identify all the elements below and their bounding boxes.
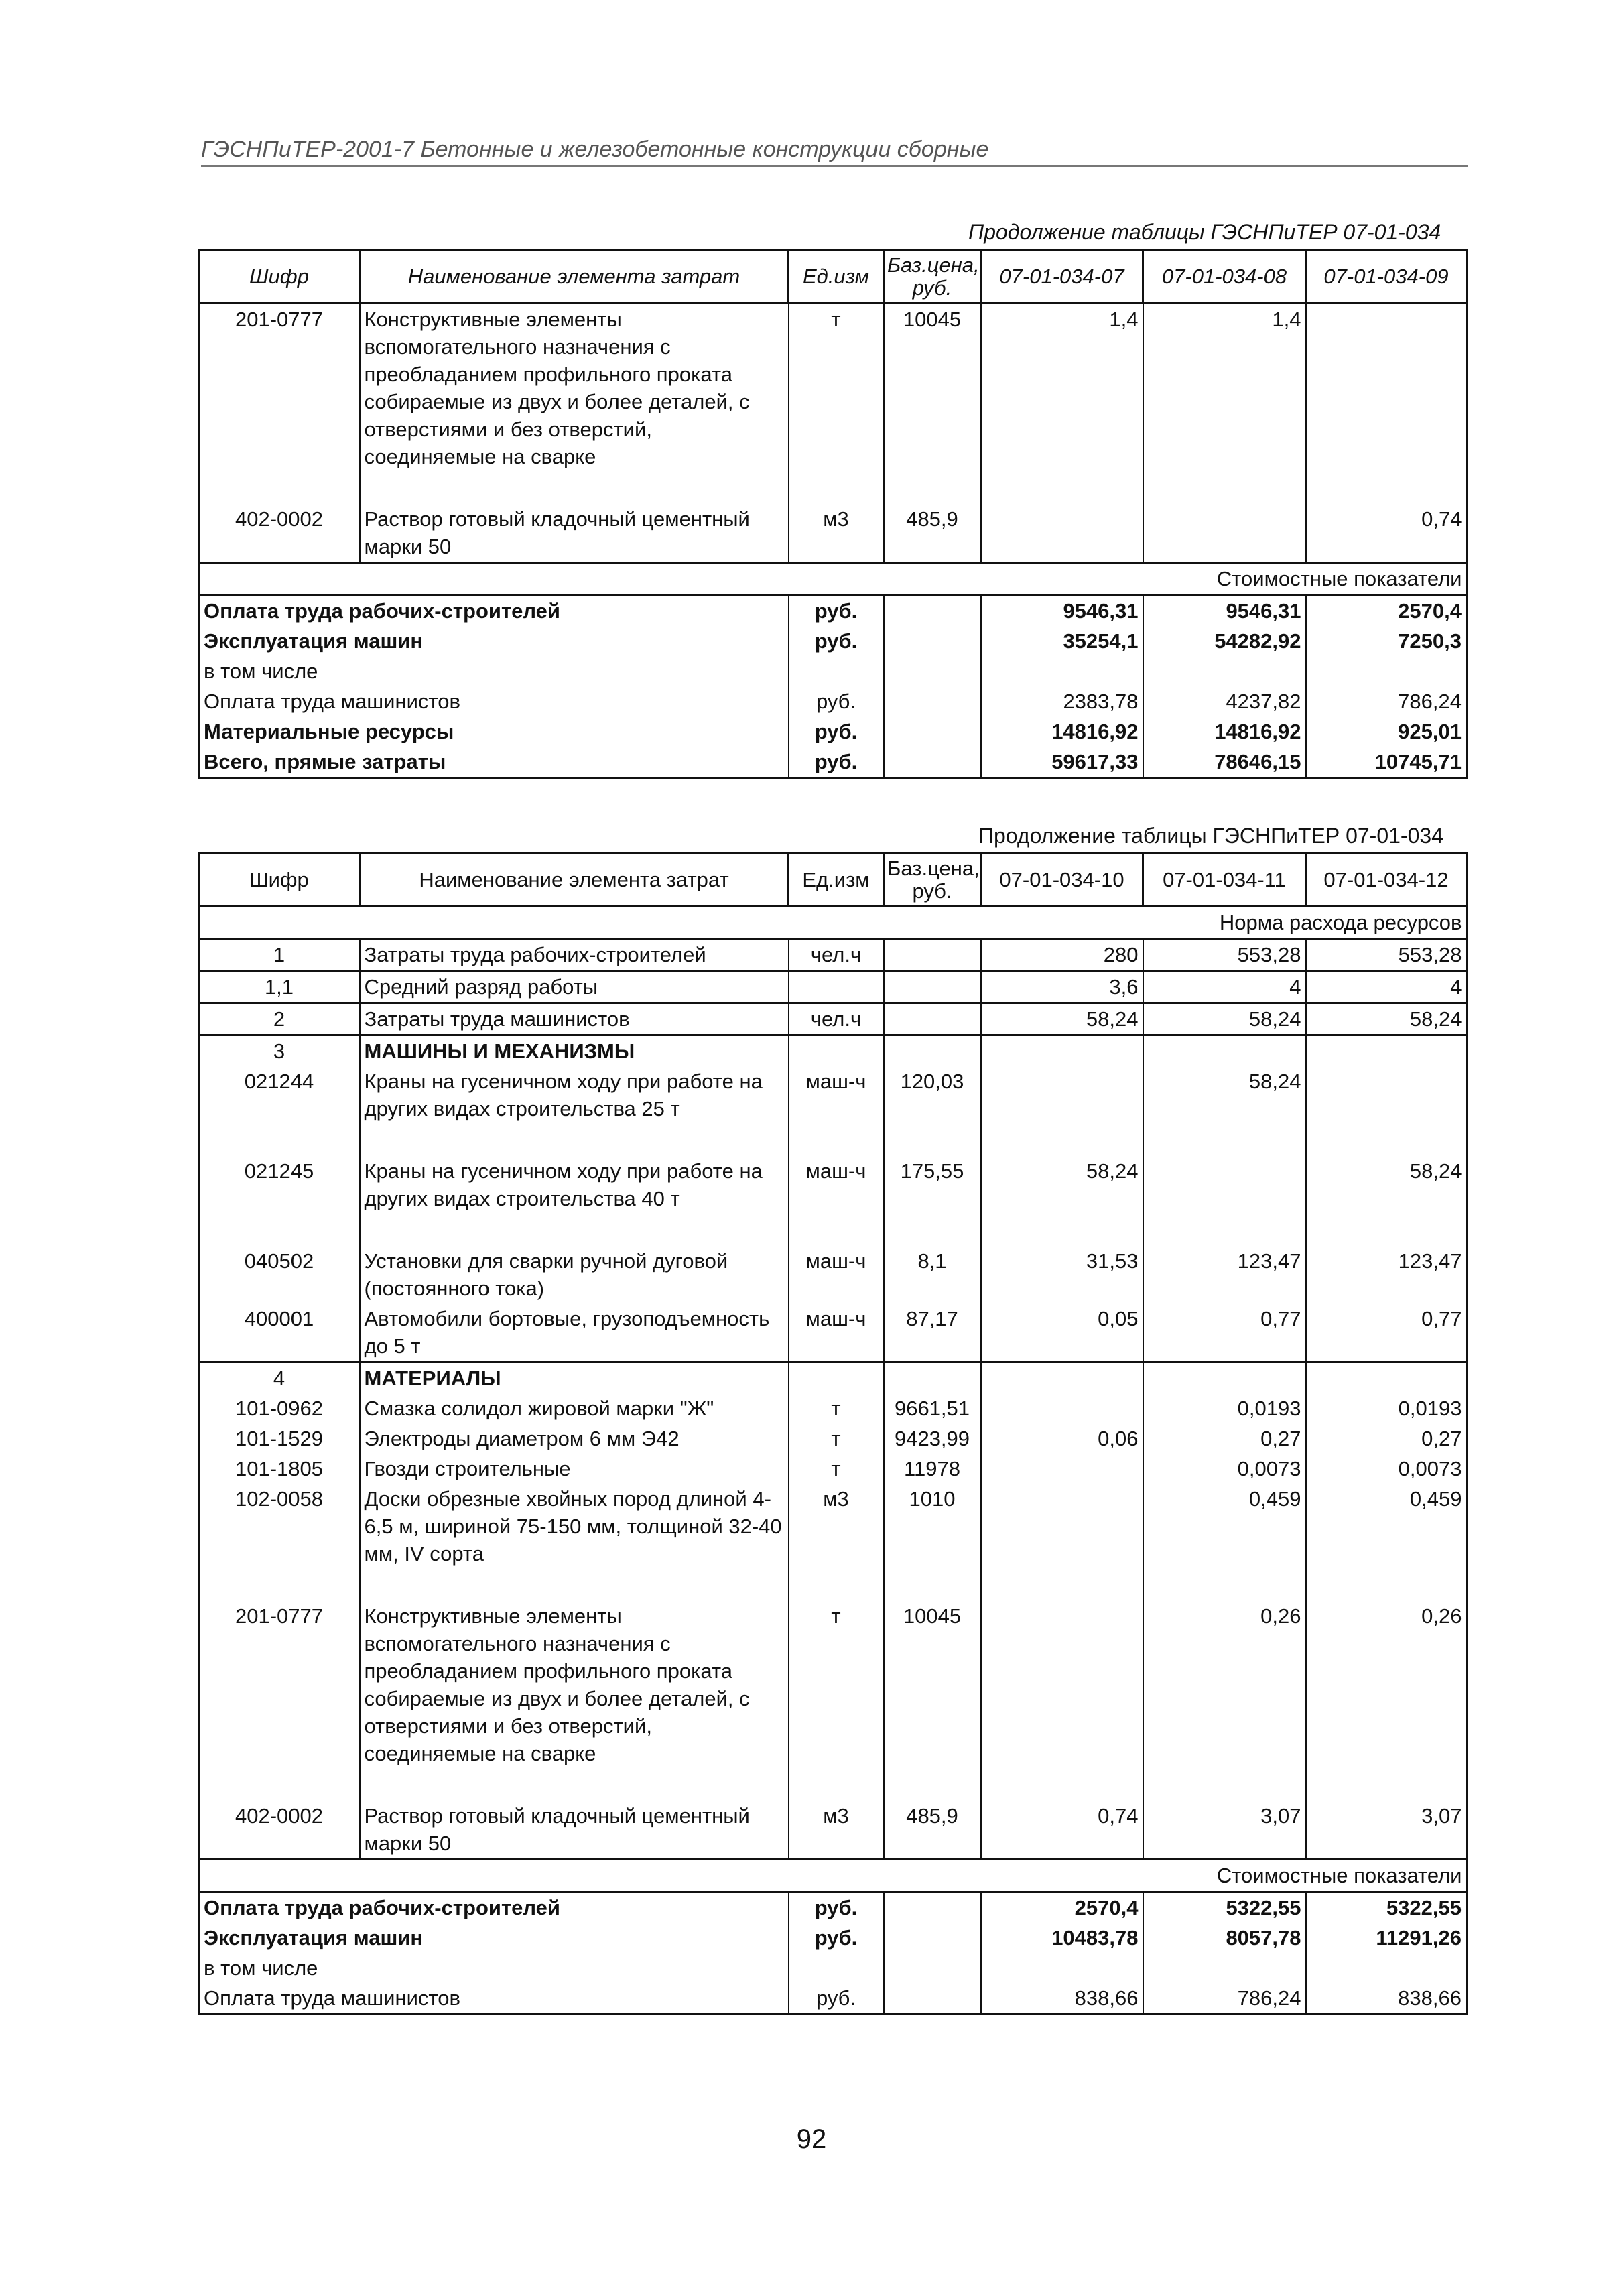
resource-value: 0,27 bbox=[1306, 1423, 1467, 1454]
summary-value: 59617,33 bbox=[981, 747, 1143, 778]
summary-value: 11291,26 bbox=[1306, 1923, 1467, 1953]
resource-row bbox=[199, 504, 1467, 563]
cost-summary-row bbox=[199, 1892, 1467, 1923]
resource-base-price: 120,03 bbox=[884, 1066, 981, 1124]
resource-name: Смазка солидол жировой марки "Ж" bbox=[360, 1393, 789, 1423]
summary-unit: руб. bbox=[789, 686, 884, 716]
summary-name: Эксплуатация машин bbox=[199, 1923, 789, 1953]
spacer-cell bbox=[360, 472, 789, 504]
cost-summary-row bbox=[199, 1923, 1467, 1953]
cost-summary-row bbox=[199, 747, 1467, 778]
spacer-cell bbox=[1143, 1569, 1306, 1601]
summary-name: Эксплуатация машин bbox=[199, 626, 789, 656]
summary-unit: руб. bbox=[789, 1892, 884, 1923]
resource-value: 280 bbox=[981, 939, 1143, 971]
resource-value: 0,26 bbox=[1306, 1601, 1467, 1769]
resource-unit: м3 bbox=[789, 1801, 884, 1860]
resource-base-price bbox=[884, 939, 981, 971]
resource-table-2 bbox=[198, 852, 1468, 2015]
spacer-cell bbox=[981, 1124, 1143, 1156]
summary-value: 7250,3 bbox=[1306, 626, 1467, 656]
resource-value bbox=[1143, 504, 1306, 563]
summary-empty-cell bbox=[884, 626, 981, 656]
section-code: 4 bbox=[199, 1362, 360, 1394]
resource-value: 4 bbox=[1143, 971, 1306, 1003]
col-header-07-01-034-10: 07-01-034-10 bbox=[981, 854, 1143, 907]
spacer-cell bbox=[884, 1124, 981, 1156]
summary-value bbox=[1143, 656, 1306, 686]
resource-value: 0,0073 bbox=[1143, 1454, 1306, 1484]
summary-value bbox=[1143, 1953, 1306, 1983]
summary-value: 838,66 bbox=[981, 1983, 1143, 2015]
resource-unit: т bbox=[789, 1423, 884, 1454]
summary-empty-cell bbox=[884, 716, 981, 747]
resource-value: 0,0073 bbox=[1306, 1454, 1467, 1484]
resource-base-price: 87,17 bbox=[884, 1303, 981, 1362]
resource-unit bbox=[789, 971, 884, 1003]
summary-empty-cell bbox=[884, 686, 981, 716]
resource-unit: м3 bbox=[789, 504, 884, 563]
resource-row bbox=[199, 1246, 1467, 1303]
spacer-cell bbox=[199, 1214, 360, 1246]
summary-empty-cell bbox=[884, 595, 981, 627]
resource-value: 0,0193 bbox=[1306, 1393, 1467, 1423]
resource-base-price: 1010 bbox=[884, 1484, 981, 1569]
resource-base-price: 9661,51 bbox=[884, 1393, 981, 1423]
spacer-cell bbox=[981, 1569, 1143, 1601]
resource-base-price: 10045 bbox=[884, 1601, 981, 1769]
page-number: 92 bbox=[796, 2124, 827, 2154]
col-header-price: Баз.цена, руб. bbox=[884, 854, 981, 907]
summary-value: 4237,82 bbox=[1143, 686, 1306, 716]
resource-value: 0,26 bbox=[1143, 1601, 1306, 1769]
resource-value: 0,74 bbox=[1306, 504, 1467, 563]
summary-value: 35254,1 bbox=[981, 626, 1143, 656]
summary-unit: руб. bbox=[789, 716, 884, 747]
col-header-07-01-034-07: 07-01-034-07 bbox=[981, 251, 1143, 304]
resource-unit: т bbox=[789, 1601, 884, 1769]
resource-value: 123,47 bbox=[1306, 1246, 1467, 1303]
summary-value: 2570,4 bbox=[981, 1892, 1143, 1923]
table2-continuation-caption: Продолжение таблицы ГЭСНПиТЕР 07-01-034 bbox=[978, 824, 1443, 848]
machines-section-header bbox=[199, 1035, 1467, 1067]
resource-value: 0,459 bbox=[1306, 1484, 1467, 1569]
summary-value: 5322,55 bbox=[1143, 1892, 1306, 1923]
summary-name: Материальные ресурсы bbox=[199, 716, 789, 747]
spacer-row bbox=[199, 1569, 1467, 1601]
table2-norm-band bbox=[199, 907, 1467, 939]
resource-name: Конструктивные элементы вспомогательного назначения с преобладанием профильного проката собираемые из двух и более деталей, с отверстиями и без отверстий, соединяемые на сварке bbox=[360, 1601, 789, 1769]
resource-value: 0,77 bbox=[1143, 1303, 1306, 1362]
resource-name: Средний разряд работы bbox=[360, 971, 789, 1003]
spacer-cell bbox=[360, 1214, 789, 1246]
table2-labor-rows bbox=[199, 939, 1467, 1035]
spacer-cell bbox=[789, 1569, 884, 1601]
resource-name: Краны на гусеничном ходу при работе на других видах строительства 25 т bbox=[360, 1066, 789, 1124]
col-header-code: Шифр bbox=[199, 251, 360, 304]
summary-value bbox=[1306, 1953, 1467, 1983]
resource-name: Конструктивные элементы вспомогательного назначения с преобладанием профильного проката собираемые из двух и более деталей, с отверстиями и без отверстий, соединяемые на сварке bbox=[360, 304, 789, 472]
resource-unit: т bbox=[789, 1454, 884, 1484]
resource-row bbox=[199, 1454, 1467, 1484]
table1-resource-rows bbox=[199, 304, 1467, 563]
resource-unit: маш-ч bbox=[789, 1246, 884, 1303]
resource-row bbox=[199, 1393, 1467, 1423]
summary-name: в том числе bbox=[199, 656, 789, 686]
resource-value: 0,27 bbox=[1143, 1423, 1306, 1454]
resource-value: 0,05 bbox=[981, 1303, 1143, 1362]
resource-row bbox=[199, 1303, 1467, 1362]
resource-row bbox=[199, 1484, 1467, 1569]
section-title: МАТЕРИАЛЫ bbox=[360, 1362, 789, 1394]
resource-value: 58,24 bbox=[1306, 1156, 1467, 1214]
summary-value: 5322,55 bbox=[1306, 1892, 1467, 1923]
cost-summary-row bbox=[199, 1953, 1467, 1983]
resource-unit: т bbox=[789, 304, 884, 472]
resource-unit: чел.ч bbox=[789, 1003, 884, 1035]
cost-summary-row bbox=[199, 716, 1467, 747]
spacer-cell bbox=[981, 472, 1143, 504]
resource-value: 1,4 bbox=[981, 304, 1143, 472]
spacer-cell bbox=[360, 1124, 789, 1156]
col-header-07-01-034-09: 07-01-034-09 bbox=[1306, 251, 1467, 304]
spacer-cell bbox=[884, 1214, 981, 1246]
spacer-row bbox=[199, 1124, 1467, 1156]
resource-value bbox=[981, 1454, 1143, 1484]
summary-value: 10745,71 bbox=[1306, 747, 1467, 778]
resource-value: 58,24 bbox=[1306, 1003, 1467, 1035]
resource-code: 101-1529 bbox=[199, 1423, 360, 1454]
summary-unit: руб. bbox=[789, 626, 884, 656]
col-header-code: Шифр bbox=[199, 854, 360, 907]
spacer-cell bbox=[789, 472, 884, 504]
resource-unit: маш-ч bbox=[789, 1156, 884, 1214]
summary-value: 838,66 bbox=[1306, 1983, 1467, 2015]
resource-unit: маш-ч bbox=[789, 1303, 884, 1362]
spacer-cell bbox=[1143, 1214, 1306, 1246]
resource-value: 4 bbox=[1306, 971, 1467, 1003]
resource-base-price bbox=[884, 971, 981, 1003]
resource-value bbox=[981, 1601, 1143, 1769]
resource-name: Установки для сварки ручной дуговой (постоянного тока) bbox=[360, 1246, 789, 1303]
resource-code: 402-0002 bbox=[199, 504, 360, 563]
resource-name: Затраты труда машинистов bbox=[360, 1003, 789, 1035]
resource-unit: чел.ч bbox=[789, 939, 884, 971]
resource-value bbox=[981, 1066, 1143, 1124]
resource-base-price: 10045 bbox=[884, 304, 981, 472]
resource-code: 021245 bbox=[199, 1156, 360, 1214]
resource-code: 101-1805 bbox=[199, 1454, 360, 1484]
resource-name: Краны на гусеничном ходу при работе на других видах строительства 40 т bbox=[360, 1156, 789, 1214]
summary-name: Оплата труда машинистов bbox=[199, 1983, 789, 2015]
resource-value: 123,47 bbox=[1143, 1246, 1306, 1303]
resource-code: 400001 bbox=[199, 1303, 360, 1362]
cost-summary-row bbox=[199, 656, 1467, 686]
summary-unit bbox=[789, 1953, 884, 1983]
resource-value: 0,77 bbox=[1306, 1303, 1467, 1362]
cost-summary-row bbox=[199, 626, 1467, 656]
band-label: Норма расхода ресурсов bbox=[199, 907, 1467, 939]
spacer-row bbox=[199, 1769, 1467, 1801]
spacer-row bbox=[199, 472, 1467, 504]
summary-unit: руб. bbox=[789, 1983, 884, 2015]
spacer-cell bbox=[360, 1569, 789, 1601]
resource-base-price bbox=[884, 1003, 981, 1035]
cost-summary-row bbox=[199, 1983, 1467, 2015]
resource-value: 553,28 bbox=[1306, 939, 1467, 971]
section-code: 3 bbox=[199, 1035, 360, 1067]
resource-value: 58,24 bbox=[981, 1156, 1143, 1214]
resource-base-price: 11978 bbox=[884, 1454, 981, 1484]
resource-code: 1 bbox=[199, 939, 360, 971]
resource-name: Раствор готовый кладочный цементный марки 50 bbox=[360, 1801, 789, 1860]
resource-unit: т bbox=[789, 1393, 884, 1423]
summary-unit: руб. bbox=[789, 747, 884, 778]
cost-summary-row bbox=[199, 686, 1467, 716]
resource-value bbox=[1143, 1156, 1306, 1214]
resource-name: Затраты труда рабочих-строителей bbox=[360, 939, 789, 971]
spacer-cell bbox=[1306, 1124, 1467, 1156]
table2-cost-band bbox=[199, 1860, 1467, 1892]
summary-value: 54282,92 bbox=[1143, 626, 1306, 656]
resource-base-price: 485,9 bbox=[884, 504, 981, 563]
spacer-cell bbox=[1306, 472, 1467, 504]
col-header-unit: Ед.изм bbox=[789, 854, 884, 907]
spacer-cell bbox=[1306, 1569, 1467, 1601]
resource-name: Гвозди строительные bbox=[360, 1454, 789, 1484]
summary-value: 8057,78 bbox=[1143, 1923, 1306, 1953]
resource-code: 102-0058 bbox=[199, 1484, 360, 1569]
spacer-cell bbox=[884, 472, 981, 504]
summary-value: 9546,31 bbox=[1143, 595, 1306, 627]
summary-value: 2570,4 bbox=[1306, 595, 1467, 627]
resource-row bbox=[199, 1003, 1467, 1035]
table1-cost-band bbox=[199, 563, 1467, 595]
spacer-cell bbox=[981, 1769, 1143, 1801]
summary-empty-cell bbox=[884, 1953, 981, 1983]
band-label: Стоимостные показатели bbox=[199, 563, 1467, 595]
spacer-cell bbox=[199, 472, 360, 504]
resource-row bbox=[199, 939, 1467, 971]
section-title: МАШИНЫ И МЕХАНИЗМЫ bbox=[360, 1035, 789, 1067]
col-header-unit: Ед.изм bbox=[789, 251, 884, 304]
summary-value: 10483,78 bbox=[981, 1923, 1143, 1953]
summary-name: Всего, прямые затраты bbox=[199, 747, 789, 778]
resource-row bbox=[199, 1156, 1467, 1214]
summary-value: 786,24 bbox=[1143, 1983, 1306, 2015]
resource-base-price: 485,9 bbox=[884, 1801, 981, 1860]
summary-unit bbox=[789, 656, 884, 686]
summary-value: 2383,78 bbox=[981, 686, 1143, 716]
summary-value: 9546,31 bbox=[981, 595, 1143, 627]
col-header-07-01-034-08: 07-01-034-08 bbox=[1143, 251, 1306, 304]
document-running-header: ГЭСНПиТЕР-2001-7 Бетонные и железобетонные конструкции сборные bbox=[201, 135, 1468, 167]
spacer-cell bbox=[1143, 1124, 1306, 1156]
spacer-cell bbox=[789, 1124, 884, 1156]
table2-header-row bbox=[199, 854, 1467, 907]
summary-empty-cell bbox=[884, 1892, 981, 1923]
summary-name: Оплата труда рабочих-строителей bbox=[199, 1892, 789, 1923]
resource-row bbox=[199, 1423, 1467, 1454]
col-header-07-01-034-12: 07-01-034-12 bbox=[1306, 854, 1467, 907]
resource-value: 3,6 bbox=[981, 971, 1143, 1003]
spacer-row bbox=[199, 1214, 1467, 1246]
resource-value bbox=[981, 1484, 1143, 1569]
summary-name: Оплата труда машинистов bbox=[199, 686, 789, 716]
resource-value: 0,06 bbox=[981, 1423, 1143, 1454]
spacer-cell bbox=[1306, 1769, 1467, 1801]
summary-value: 786,24 bbox=[1306, 686, 1467, 716]
resource-value: 3,07 bbox=[1143, 1801, 1306, 1860]
summary-name: Оплата труда рабочих-строителей bbox=[199, 595, 789, 627]
summary-empty-cell bbox=[884, 747, 981, 778]
resource-value: 58,24 bbox=[1143, 1066, 1306, 1124]
resource-name: Раствор готовый кладочный цементный марки 50 bbox=[360, 504, 789, 563]
resource-name: Электроды диаметром 6 мм Э42 bbox=[360, 1423, 789, 1454]
resource-row bbox=[199, 971, 1467, 1003]
resource-code: 101-0962 bbox=[199, 1393, 360, 1423]
resource-value: 553,28 bbox=[1143, 939, 1306, 971]
band-label: Стоимостные показатели bbox=[199, 1860, 1467, 1892]
spacer-cell bbox=[789, 1214, 884, 1246]
spacer-cell bbox=[360, 1769, 789, 1801]
resource-code: 2 bbox=[199, 1003, 360, 1035]
resource-code: 1,1 bbox=[199, 971, 360, 1003]
resource-row bbox=[199, 304, 1467, 472]
resource-value: 58,24 bbox=[1143, 1003, 1306, 1035]
resource-code: 040502 bbox=[199, 1246, 360, 1303]
resource-code: 402-0002 bbox=[199, 1801, 360, 1860]
col-header-name: Наименование элемента затрат bbox=[360, 854, 789, 907]
col-header-name: Наименование элемента затрат bbox=[360, 251, 789, 304]
summary-value bbox=[1306, 656, 1467, 686]
spacer-cell bbox=[981, 1214, 1143, 1246]
resource-value: 0,0193 bbox=[1143, 1393, 1306, 1423]
summary-value: 925,01 bbox=[1306, 716, 1467, 747]
col-header-07-01-034-11: 07-01-034-11 bbox=[1143, 854, 1306, 907]
resource-value bbox=[981, 1393, 1143, 1423]
resource-row bbox=[199, 1601, 1467, 1769]
spacer-cell bbox=[199, 1569, 360, 1601]
table2-material-rows bbox=[199, 1393, 1467, 1860]
spacer-cell bbox=[199, 1124, 360, 1156]
summary-value bbox=[981, 656, 1143, 686]
resource-unit: м3 bbox=[789, 1484, 884, 1569]
spacer-cell bbox=[1306, 1214, 1467, 1246]
resource-base-price: 8,1 bbox=[884, 1246, 981, 1303]
table1-continuation-caption: Продолжение таблицы ГЭСНПиТЕР 07-01-034 bbox=[968, 220, 1441, 244]
col-header-price: Баз.цена, руб. bbox=[884, 251, 981, 304]
cost-summary-row bbox=[199, 595, 1467, 627]
resource-name: Доски обрезные хвойных пород длиной 4-6,5 м, шириной 75-150 мм, толщиной 32-40 мм, IV сорта bbox=[360, 1484, 789, 1569]
spacer-cell bbox=[884, 1769, 981, 1801]
resource-value: 3,07 bbox=[1306, 1801, 1467, 1860]
summary-value: 14816,92 bbox=[981, 716, 1143, 747]
resource-row bbox=[199, 1801, 1467, 1860]
materials-section-header bbox=[199, 1362, 1467, 1394]
summary-name: в том числе bbox=[199, 1953, 789, 1983]
resource-name: Автомобили бортовые, грузоподъемность до 5 т bbox=[360, 1303, 789, 1362]
table1-header-row bbox=[199, 251, 1467, 304]
spacer-cell bbox=[199, 1769, 360, 1801]
table2-machine-rows bbox=[199, 1066, 1467, 1362]
table1-cost-summary bbox=[199, 595, 1467, 778]
resource-value: 0,459 bbox=[1143, 1484, 1306, 1569]
resource-unit: маш-ч bbox=[789, 1066, 884, 1124]
resource-code: 201-0777 bbox=[199, 304, 360, 472]
resource-row bbox=[199, 1066, 1467, 1124]
resource-value bbox=[981, 504, 1143, 563]
summary-unit: руб. bbox=[789, 1923, 884, 1953]
resource-table-1 bbox=[198, 249, 1468, 779]
summary-empty-cell bbox=[884, 656, 981, 686]
summary-value bbox=[981, 1953, 1143, 1983]
summary-unit: руб. bbox=[789, 595, 884, 627]
summary-empty-cell bbox=[884, 1983, 981, 2015]
resource-value: 58,24 bbox=[981, 1003, 1143, 1035]
summary-value: 14816,92 bbox=[1143, 716, 1306, 747]
resource-code: 021244 bbox=[199, 1066, 360, 1124]
spacer-cell bbox=[1143, 472, 1306, 504]
spacer-cell bbox=[884, 1569, 981, 1601]
summary-value: 78646,15 bbox=[1143, 747, 1306, 778]
resource-base-price: 175,55 bbox=[884, 1156, 981, 1214]
resource-code: 201-0777 bbox=[199, 1601, 360, 1769]
resource-value bbox=[1306, 304, 1467, 472]
spacer-cell bbox=[789, 1769, 884, 1801]
resource-value bbox=[1306, 1066, 1467, 1124]
resource-base-price: 9423,99 bbox=[884, 1423, 981, 1454]
resource-value: 1,4 bbox=[1143, 304, 1306, 472]
summary-empty-cell bbox=[884, 1923, 981, 1953]
resource-value: 0,74 bbox=[981, 1801, 1143, 1860]
resource-value: 31,53 bbox=[981, 1246, 1143, 1303]
table2-cost-summary bbox=[199, 1892, 1467, 2015]
spacer-cell bbox=[1143, 1769, 1306, 1801]
